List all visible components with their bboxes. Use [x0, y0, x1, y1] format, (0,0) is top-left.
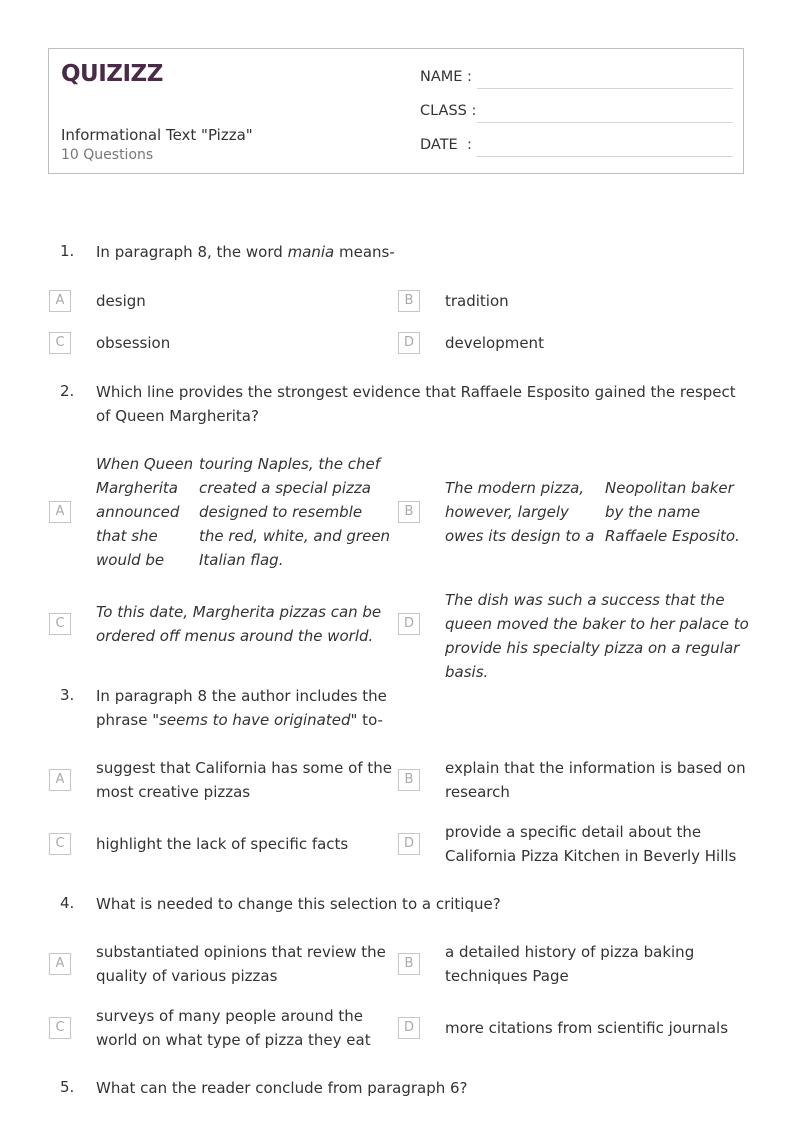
question-number: 1.: [60, 242, 75, 260]
name-label: NAME :: [420, 69, 472, 85]
option-letter[interactable]: C: [49, 1017, 71, 1039]
option-letter[interactable]: A: [49, 501, 71, 523]
option-b[interactable]: tradition: [445, 292, 509, 310]
question-text: What is needed to change this selection to a critique?: [96, 895, 501, 913]
option-letter[interactable]: A: [49, 953, 71, 975]
option-a[interactable]: suggest that California has some of the most creative pizzas: [96, 759, 393, 801]
option-letter[interactable]: C: [49, 833, 71, 855]
option-d[interactable]: development: [445, 334, 544, 352]
question-count: 10 Questions: [61, 147, 154, 163]
question-number: 5.: [60, 1078, 75, 1096]
option-letter[interactable]: C: [49, 332, 71, 354]
option-letter[interactable]: B: [398, 290, 420, 312]
option-a[interactable]: design: [96, 292, 146, 310]
option-d[interactable]: more citations from scientific journals: [445, 1019, 729, 1037]
option-a-part2[interactable]: touring Naples, the chef created a special pizza designed to resemble the red, white, and green Italian flag.: [199, 455, 391, 569]
option-letter[interactable]: D: [398, 613, 420, 635]
quizizz-logo: QUIZIZZ: [61, 61, 163, 87]
question-number: 3.: [60, 686, 75, 704]
class-label: CLASS :: [420, 103, 477, 119]
option-letter[interactable]: D: [398, 833, 420, 855]
option-c[interactable]: surveys of many people around the world on what type of pizza they eat: [96, 1007, 371, 1049]
worksheet-header: [48, 48, 744, 174]
question-number: 4.: [60, 894, 75, 912]
option-letter[interactable]: D: [398, 1017, 420, 1039]
option-c[interactable]: obsession: [96, 334, 171, 352]
name-line[interactable]: [477, 88, 733, 89]
worksheet-title: Informational Text "Pizza": [61, 126, 253, 144]
option-letter[interactable]: A: [49, 769, 71, 791]
question-text: Which line provides the strongest evidence that Raffaele Esposito gained the respect of Queen Margherita?: [96, 383, 736, 425]
option-c[interactable]: To this date, Margherita pizzas can be ordered off menus around the world.: [96, 603, 382, 645]
option-d[interactable]: The dish was such a success that the queen moved the baker to her palace to provide his specialty pizza on a regular basis.: [445, 591, 749, 681]
option-b[interactable]: a detailed history of pizza baking techniques Page: [445, 943, 695, 985]
option-b-part1[interactable]: The modern pizza, however, largely owes its design to a: [445, 479, 595, 545]
class-field[interactable]: [420, 103, 478, 119]
option-letter[interactable]: D: [398, 332, 420, 354]
option-b[interactable]: explain that the information is based on research: [445, 759, 746, 801]
question-text: In paragraph 8, the word mania means-: [96, 243, 395, 261]
option-d[interactable]: provide a specific detail about the California Pizza Kitchen in Beverly Hills: [445, 823, 737, 865]
option-letter[interactable]: C: [49, 613, 71, 635]
option-letter[interactable]: B: [398, 501, 420, 523]
date-label: DATE :: [420, 137, 472, 153]
option-c[interactable]: highlight the lack of specific facts: [96, 835, 349, 853]
date-field[interactable]: [420, 137, 478, 153]
option-letter[interactable]: B: [398, 769, 420, 791]
option-a-part1[interactable]: When Queen Margherita announced that she would be: [96, 455, 194, 569]
option-letter[interactable]: B: [398, 953, 420, 975]
question-text: In paragraph 8 the author includes the phrase "seems to have originated" to-: [96, 687, 387, 729]
question-text: What can the reader conclude from paragraph 6?: [96, 1079, 468, 1097]
option-b-part2[interactable]: Neopolitan baker by the name Raffaele Esposito.: [605, 479, 740, 545]
date-line[interactable]: [477, 156, 733, 157]
option-letter[interactable]: A: [49, 290, 71, 312]
name-field[interactable]: [420, 69, 478, 85]
option-a[interactable]: substantiated opinions that review the quality of various pizzas: [96, 943, 386, 985]
question-number: 2.: [60, 382, 75, 400]
class-line[interactable]: [477, 122, 733, 123]
